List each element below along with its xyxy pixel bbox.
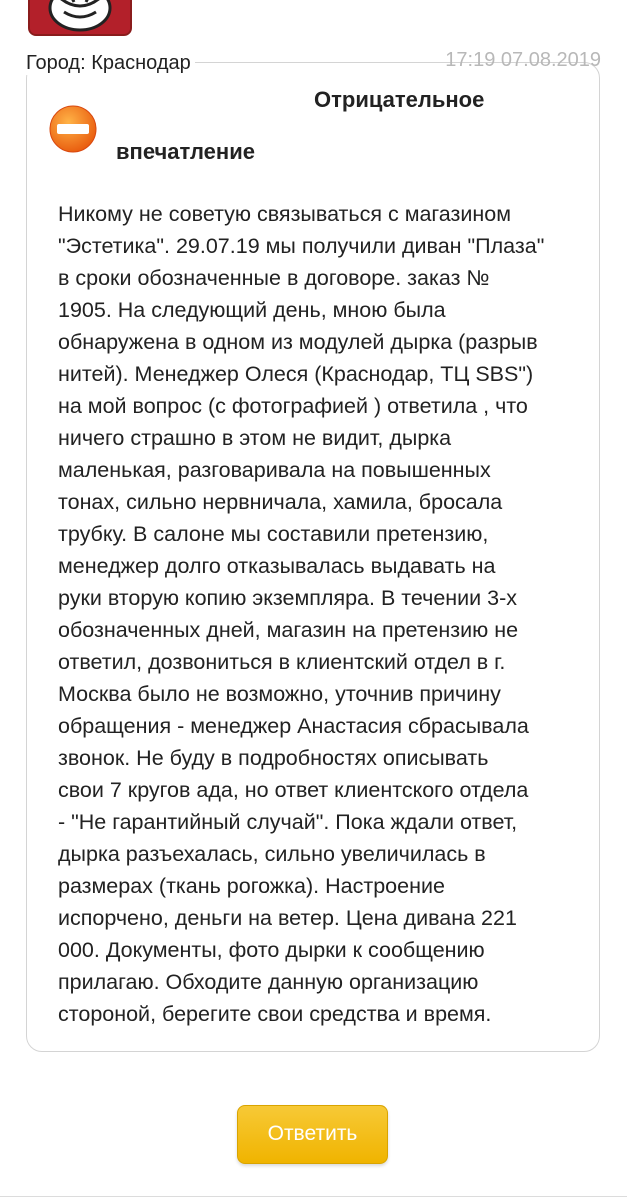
reply-button[interactable]: Ответить <box>237 1105 388 1164</box>
rating-label-line2: впечатление <box>116 139 255 164</box>
rating-label-line1: Отрицательное <box>314 87 485 112</box>
review-body-text: Никому не советую связываться с магазином "Эстетика". 29.07.19 мы получили диван "Плаза" в сроки обозначенные в договоре. заказ № 1905. На следующий день, мною была обнаружена в одном из модулей дырка (разрыв нитей). Менеджер Олеся (Краснодар, ТЦ SBS") на мой вопрос (с фотографией ) ответила , что ничего страшно в этом не видит, дырка маленькая, разговаривала на повышенных тонах, сильно нервничала, хамила, бросала трубку. В салоне мы составили претензию, менеджер долго отказывалась выдавать на руки вторую копию экземпляра. В течении 3-х обозначенных дней, магазин на претензию не ответил, дозвониться в клиентский отдел в г. Москва было не возможно, уточнив причину обращения - менеджер Анастасия сбрасывала звонок. Не буду в подробностях описывать свои 7 кругов ада, но ответ клиентского отдела - "Не гарантийный случай". Пока ждали ответ, дырка разъехалась, сильно увеличилась в размерах (ткань рогожка). Настроение испорчено, деньги на ветер. Цена дивана 221 000. Документы, фото дырки к сообщению прилагаю. Обходите данную организацию стороной, берегите свои средства и время. <box>58 202 545 1026</box>
user-avatar-icon[interactable] <box>28 0 132 36</box>
bottom-divider <box>0 1196 627 1197</box>
author-city: Город: Краснодар <box>26 51 195 75</box>
negative-minus-icon <box>48 104 98 154</box>
review-timestamp: 17:19 07.08.2019 <box>445 49 601 71</box>
